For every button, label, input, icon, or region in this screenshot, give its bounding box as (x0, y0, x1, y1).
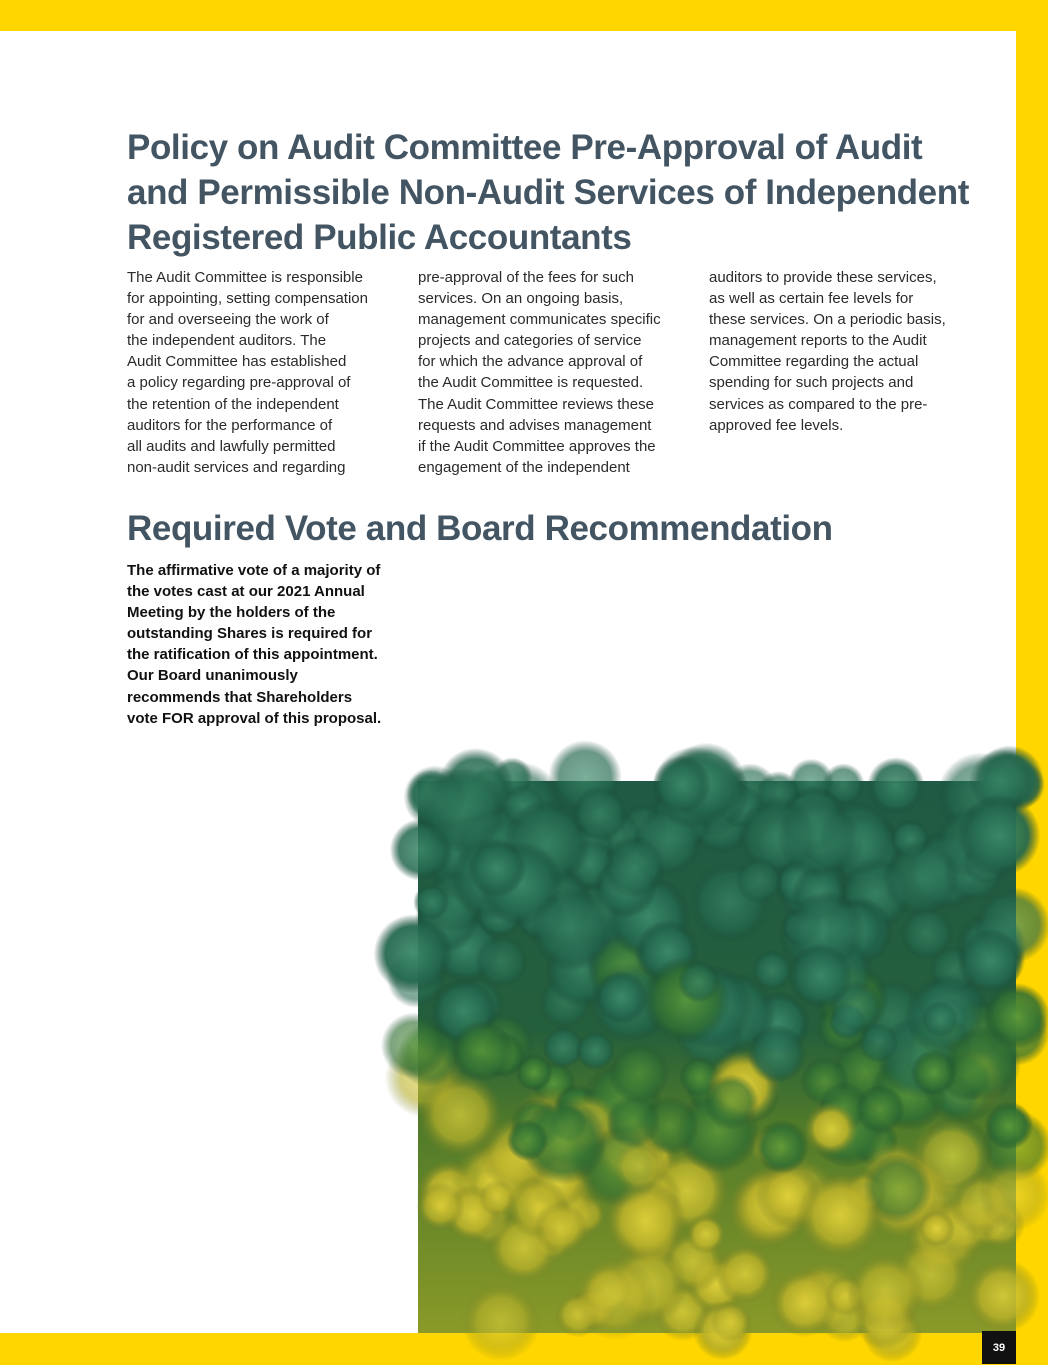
tree-crown (413, 884, 449, 920)
body-column-2 (418, 267, 696, 478)
text-line: spending for such projects and (709, 374, 914, 392)
tree-crown (461, 1282, 540, 1361)
text-line: the Audit Committee is requested. (418, 374, 644, 392)
tree-crown (678, 960, 720, 1002)
tree-crown (613, 1140, 667, 1194)
text-line: approved fee levels. (709, 416, 844, 434)
text-line: auditors for the performance of (127, 416, 333, 434)
forest-aerial-photo (418, 781, 1016, 1333)
text-line: outstanding Shares is required for (127, 625, 373, 643)
tree-crown (576, 1031, 615, 1070)
tree-crown (653, 756, 711, 814)
text-line: requests and advises management (418, 416, 652, 434)
tree-crown (534, 1201, 588, 1255)
text-line: all audits and lawfully permitted (127, 437, 336, 455)
tree-crown (715, 1244, 775, 1304)
tree-crown (847, 1253, 925, 1331)
tree-crown (965, 1259, 1040, 1334)
tree-crown (417, 1072, 503, 1158)
tree-crown (867, 757, 924, 814)
tree-crown (736, 858, 782, 904)
body-column-1 (127, 267, 405, 478)
text-line: recommends that Shareholders (127, 688, 353, 706)
text-line: Meeting by the holders of the (127, 604, 336, 622)
tree-crown (883, 840, 960, 917)
tree-crown (945, 1026, 1021, 1102)
section-title-policy (127, 125, 997, 260)
text-line: The Audit Committee is responsible (127, 269, 363, 286)
text-line: a policy regarding pre-approval of (127, 374, 351, 392)
tree-crown (468, 840, 526, 898)
text-line: if the Audit Committee approves the (418, 437, 656, 455)
tree-crown (703, 1074, 759, 1130)
text-line: projects and categories of service (418, 332, 642, 350)
page-number: 39 (982, 1331, 1016, 1364)
tree-crown (710, 1301, 752, 1343)
text-line: management communicates specific (418, 311, 661, 329)
text-line: services. On an ongoing basis, (418, 290, 624, 308)
text-line: as well as certain fee levels for (709, 290, 914, 308)
text-line: the retention of the independent (127, 395, 339, 413)
text-line: the votes cast at our 2021 Annual (127, 583, 365, 601)
text-line: engagement of the independent (418, 458, 630, 476)
text-line: non-audit services and regarding (127, 458, 346, 476)
tree-crown (788, 943, 853, 1008)
tree-crown (381, 1013, 447, 1079)
tree-crown (922, 1001, 958, 1037)
body-column-3 (709, 267, 987, 436)
tree-crown (686, 1214, 726, 1254)
tree-crown (804, 1102, 859, 1157)
text-line: for and overseeing the work of (127, 311, 329, 329)
title-line: and Permissible Non-Audit Services of Independent (127, 173, 969, 212)
tree-crown (573, 1255, 658, 1340)
text-line: management reports to the Audit (709, 332, 927, 350)
tree-crown (530, 887, 613, 970)
tree-crown (572, 786, 627, 841)
text-line: vote FOR approval of this proposal. (127, 709, 382, 727)
tree-crown (451, 1020, 513, 1082)
tree-crown (755, 1120, 809, 1174)
text-line: these services. On a periodic basis, (709, 311, 946, 329)
document-page (0, 31, 1016, 1354)
tree-crown (748, 1025, 807, 1084)
tree-crown (595, 971, 648, 1024)
tree-crown (856, 1085, 905, 1134)
tree-crown (958, 794, 1041, 877)
tree-crown (475, 935, 528, 988)
text-line: The Audit Committee reviews these (418, 395, 654, 413)
tree-crown (507, 1119, 549, 1161)
tree-crown (978, 1159, 1048, 1231)
text-line: for appointing, setting compensation (127, 290, 368, 308)
text-line: auditors to provide these services, (709, 269, 937, 286)
title-line: Registered Public Accountants (127, 218, 632, 257)
tree-crown (918, 1210, 955, 1247)
section-title-required-vote: Required Vote and Board Recommendation (127, 509, 833, 548)
tree-crown (608, 1043, 669, 1104)
text-line: The affirmative vote of a majority of (127, 562, 381, 579)
text-line: the independent auditors. The (127, 332, 327, 350)
title-line: Policy on Audit Committee Pre-Approval of Audit (127, 128, 923, 167)
text-line: for which the advance approval of (418, 353, 643, 371)
text-line: Committee regarding the actual (709, 353, 919, 371)
text-line: Audit Committee has established (127, 353, 347, 371)
tree-crown (416, 1182, 465, 1231)
tree-crown (797, 1172, 884, 1259)
tree-crown (604, 836, 666, 898)
text-line: the ratification of this appointment. (127, 646, 378, 664)
tree-crown (752, 950, 793, 991)
text-line: Our Board unanimously (127, 667, 298, 685)
tree-crown (777, 798, 857, 878)
text-line: services as compared to the pre- (709, 395, 928, 413)
text-line: pre-approval of the fees for such (418, 269, 634, 286)
board-recommendation-text (127, 560, 417, 729)
